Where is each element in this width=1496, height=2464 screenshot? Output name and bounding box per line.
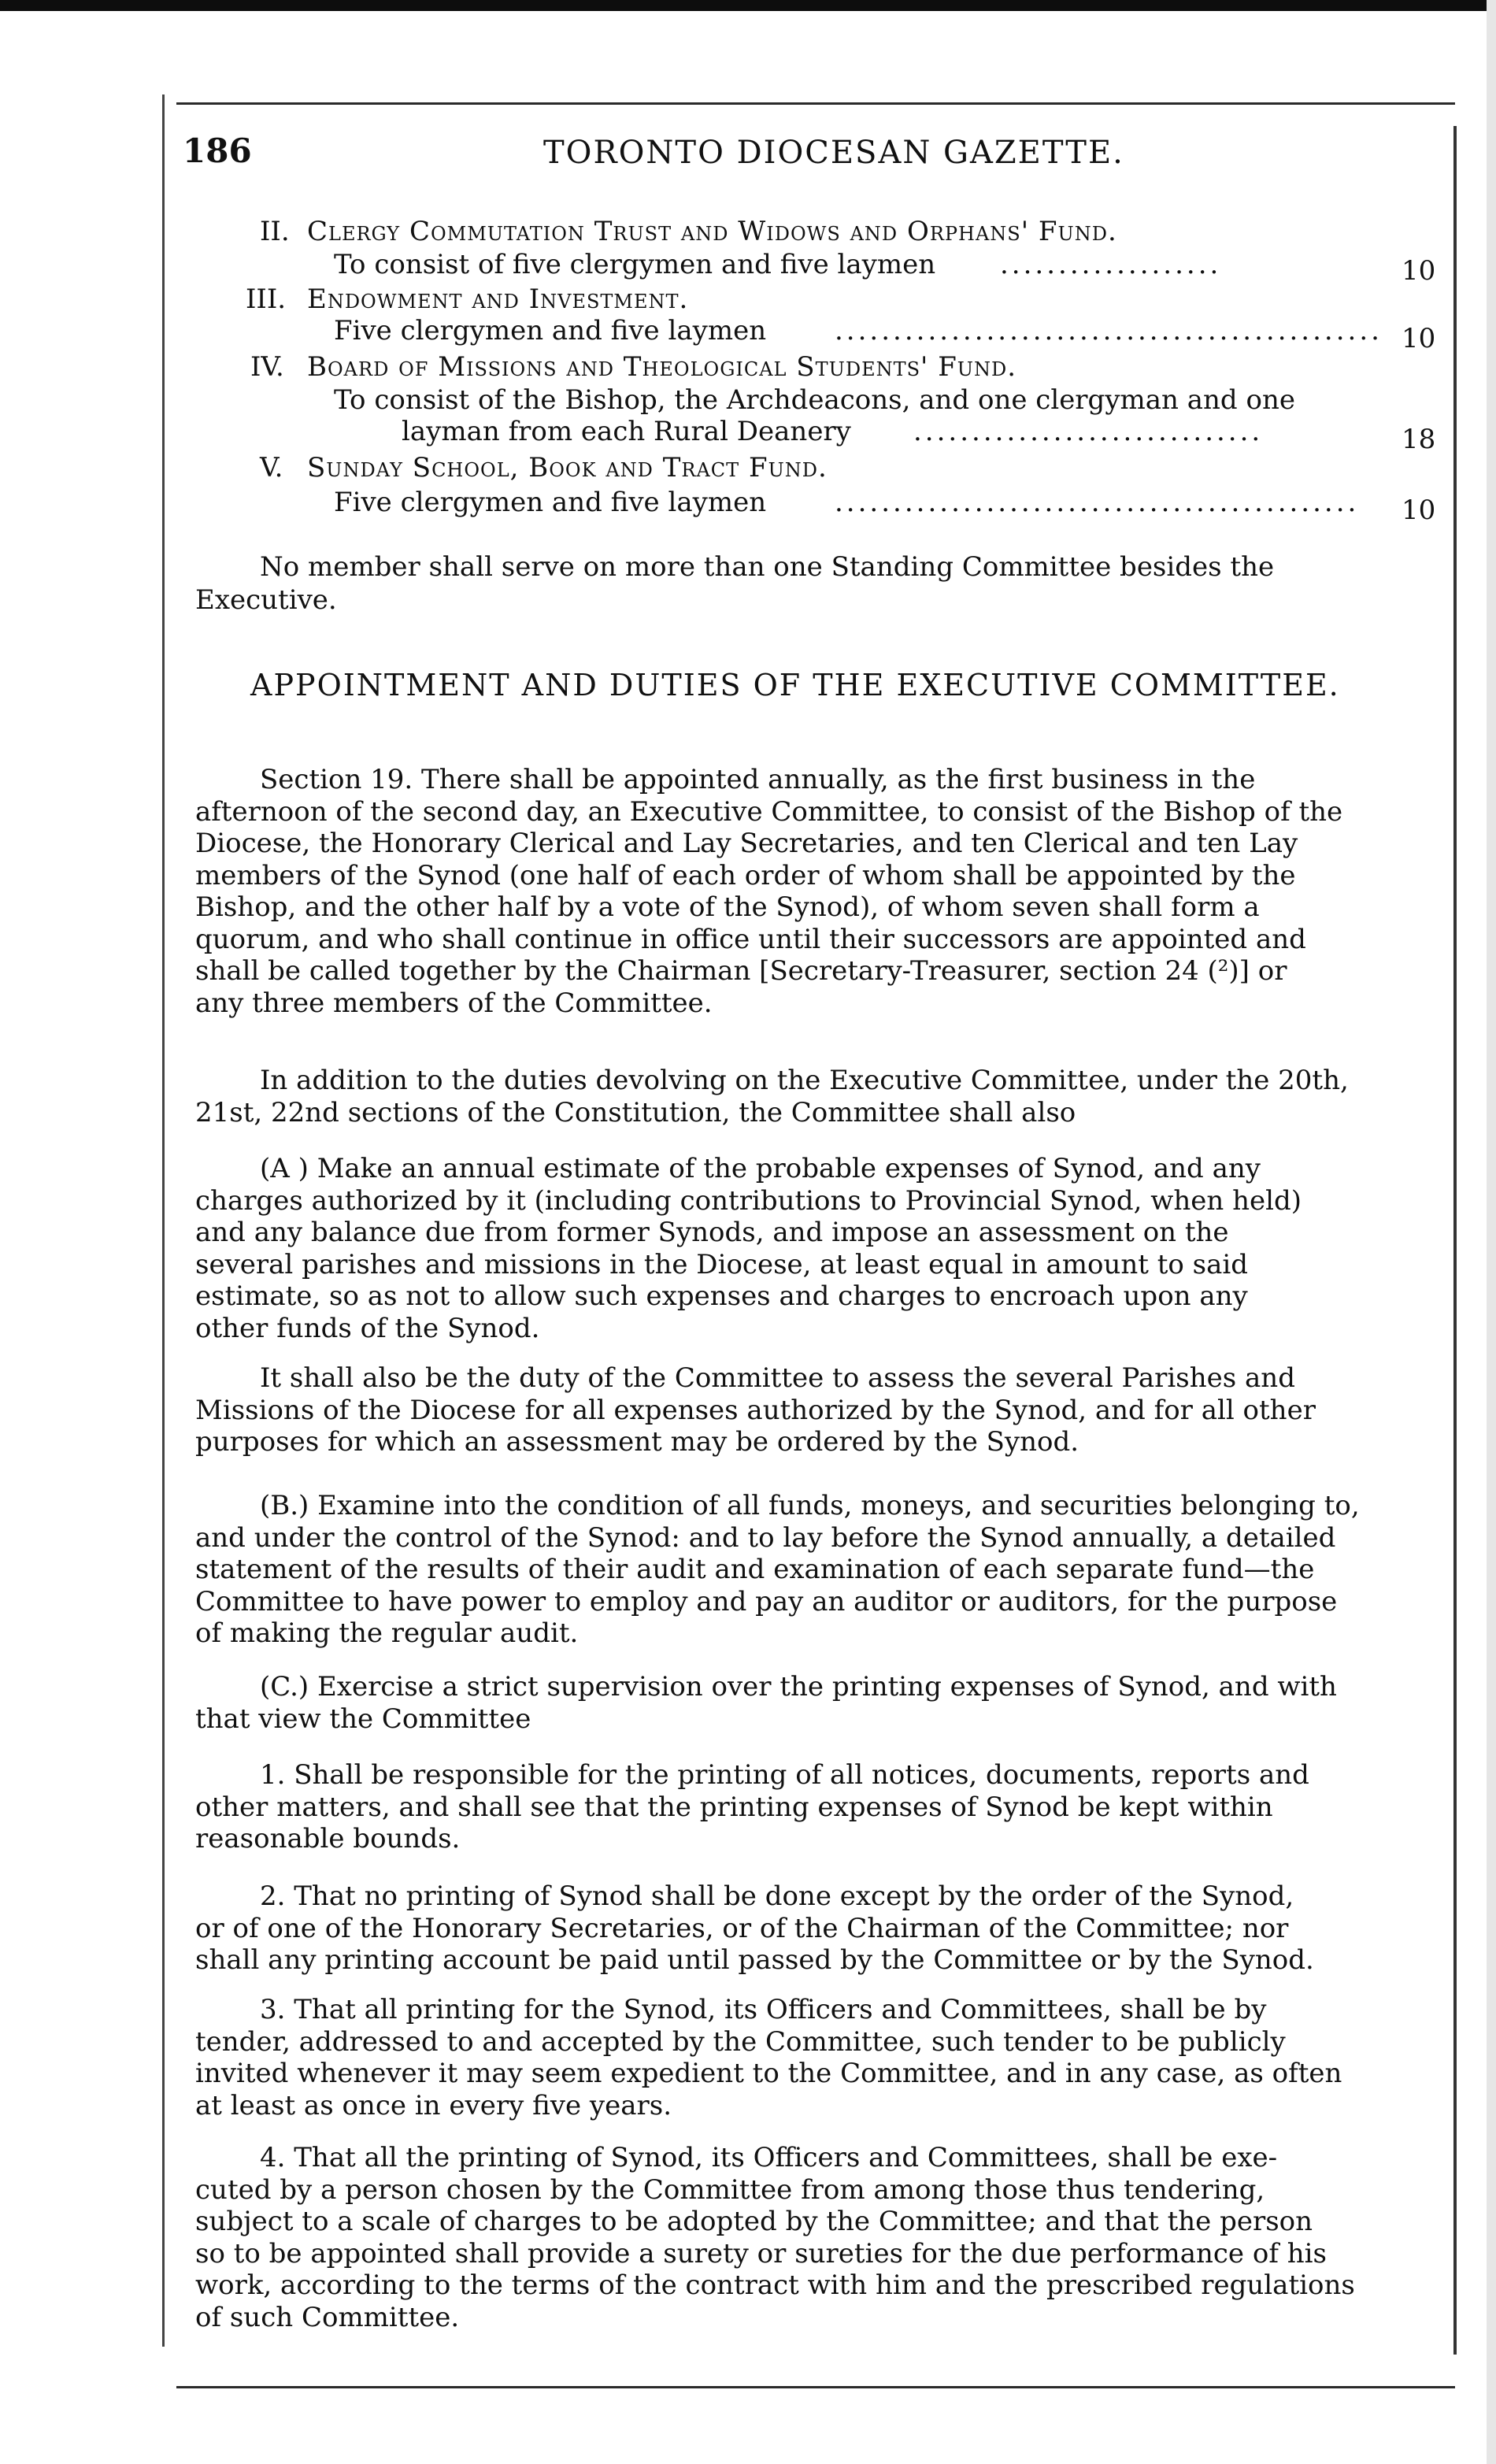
committee-numeral: IV. (250, 351, 284, 383)
left-margin-rule (162, 94, 165, 2347)
committee-title: Sunday School, Book and Tract Fund. (307, 452, 828, 484)
paragraph-line: of making the regular audit. (195, 1617, 579, 1649)
paragraph-line: other matters, and shall see that the printing expenses of Synod be kept within (195, 1791, 1273, 1823)
paragraph-line: so to be appointed shall provide a surety or sureties for the due performance of his (195, 2237, 1327, 2269)
paragraph-line: afternoon of the second day, an Executive Committee, to consist of the Bishop of the (195, 795, 1343, 828)
paragraph-line: In addition to the duties devolving on the Executive Committee, under the 20th, (260, 1065, 1349, 1096)
leader-dots: ............................................. (835, 487, 1360, 518)
paragraph-line: work, according to the terms of the contract with him and the prescribed regulations (195, 2269, 1355, 2301)
paragraph-line: any three members of the Committee. (195, 987, 713, 1019)
paragraph-line: statement of the results of their audit and examination of each separate fund—the (195, 1554, 1315, 1585)
section-title: APPOINTMENT AND DUTIES OF THE EXECUTIVE COMMITTEE. (250, 668, 1340, 702)
leader-dots: .............................. (913, 416, 1264, 447)
paragraph-line: several parishes and missions in the Diocese, at least equal in amount to said (195, 1248, 1249, 1280)
paragraph-line: 3. That all printing for the Synod, its Officers and Committees, shall be by (260, 1994, 1267, 2025)
paragraph-line: cuted by a person chosen by the Committee from among those thus tendering, (195, 2173, 1265, 2206)
paragraph-line: 4. That all the printing of Synod, its Officers and Committees, shall be exe- (260, 2142, 1278, 2173)
paragraph-line: at least as once in every five years. (195, 2089, 672, 2121)
paragraph-line: 2. That no printing of Synod shall be done except by the order of the Synod, (260, 1880, 1294, 1912)
paragraph-line: or of one of the Honorary Secretaries, or of the Chairman of the Committee; nor (195, 1912, 1289, 1944)
committee-count: 10 (1402, 323, 1436, 354)
paragraph-line: (C.) Exercise a strict supervision over the printing expenses of Synod, and with (260, 1671, 1337, 1703)
committee-count: 10 (1402, 255, 1436, 287)
committee-detail: To consist of the Bishop, the Archdeacons, and one clergyman and one (334, 384, 1295, 416)
right-margin-rule (1453, 126, 1457, 2355)
paragraph-line: Bishop, and the other half by a vote of the Synod), of whom seven shall form a (195, 891, 1260, 923)
text-line: No member shall serve on more than one Standing Committee besides the (260, 551, 1275, 583)
committee-detail: layman from each Rural Deanery (402, 416, 851, 447)
paragraph-line: tender, addressed to and accepted by the Committee, such tender to be publicly (195, 2025, 1286, 2058)
text-line: Executive. (195, 584, 337, 616)
page-edge-shadow (1487, 0, 1496, 2464)
paragraph-line: subject to a scale of charges to be adopted by the Committee; and that the person (195, 2206, 1313, 2237)
leader-dots: ................... (1000, 249, 1222, 280)
paragraph-line: purposes for which an assessment may be ordered by the Synod. (195, 1426, 1079, 1458)
page-top-border (0, 0, 1496, 11)
paragraph-line: and any balance due from former Synods, and impose an assessment on the (195, 1217, 1229, 1248)
paragraph-line: charges authorized by it (including contributions to Provincial Synod, when held) (195, 1184, 1302, 1217)
paragraph-line: Committee to have power to employ and pay an auditor or auditors, for the purpose (195, 1585, 1338, 1617)
committee-numeral: III. (246, 283, 287, 315)
paragraph-line: members of the Synod (one half of each order of whom shall be appointed by the (195, 859, 1296, 891)
page-number: 186 (183, 132, 252, 170)
paragraph-line: other funds of the Synod. (195, 1312, 540, 1344)
footer-rule (176, 2386, 1455, 2388)
committee-title: Clergy Commutation Trust and Widows and Orphans' Fund. (307, 216, 1117, 247)
paragraph-line: invited whenever it may seem expedient to the Committee, and in any case, as often (195, 2058, 1342, 2089)
committee-title: Endowment and Investment. (307, 283, 689, 315)
paragraph-line: that view the Committee (195, 1703, 531, 1735)
committee-detail: Five clergymen and five laymen (334, 487, 767, 518)
paragraph-line: 21st, 22nd sections of the Constitution, the Committee shall also (195, 1096, 1076, 1128)
committee-count: 10 (1402, 495, 1436, 526)
committee-detail: Five clergymen and five laymen (334, 315, 767, 346)
paragraph-line: estimate, so as not to allow such expenses and charges to encroach upon any (195, 1280, 1248, 1312)
paragraph-line: (B.) Examine into the condition of all funds, moneys, and securities belonging to, (260, 1490, 1360, 1521)
paragraph-line: and under the control of the Synod: and to lay before the Synod annually, a detailed (195, 1521, 1336, 1554)
running-title: TORONTO DIOCESAN GAZETTE. (543, 135, 1124, 171)
committee-numeral: V. (260, 452, 283, 484)
paragraph-line: reasonable bounds. (195, 1823, 461, 1854)
paragraph-line: (A ) Make an annual estimate of the probable expenses of Synod, and any (260, 1153, 1261, 1184)
committee-numeral: II. (260, 216, 290, 247)
paragraph-line: Missions of the Diocese for all expenses authorized by the Synod, and for all other (195, 1394, 1316, 1426)
committee-detail: To consist of five clergymen and five laymen (334, 249, 936, 280)
paragraph-line: shall any printing account be paid until passed by the Committee or by the Synod. (195, 1944, 1314, 1976)
paragraph-line: Section 19. There shall be appointed annually, as the first business in the (260, 764, 1256, 795)
paragraph-line: of such Committee. (195, 2301, 460, 2333)
paragraph-line: 1. Shall be responsible for the printing of all notices, documents, reports and (260, 1759, 1309, 1791)
paragraph-line: quorum, and who shall continue in office until their successors are appointed and (195, 923, 1306, 955)
committee-title: Board of Missions and Theological Students' Fund. (307, 351, 1017, 383)
committee-count: 18 (1402, 424, 1436, 455)
paragraph-line: It shall also be the duty of the Committee to assess the several Parishes and (260, 1362, 1295, 1394)
header-rule (176, 102, 1455, 105)
leader-dots: ............................................... (835, 315, 1383, 346)
paragraph-line: Diocese, the Honorary Clerical and Lay Secretaries, and ten Clerical and ten Lay (195, 828, 1298, 859)
paragraph-line: shall be called together by the Chairman [Secretary-Treasurer, section 24 (²)] or (195, 955, 1287, 987)
